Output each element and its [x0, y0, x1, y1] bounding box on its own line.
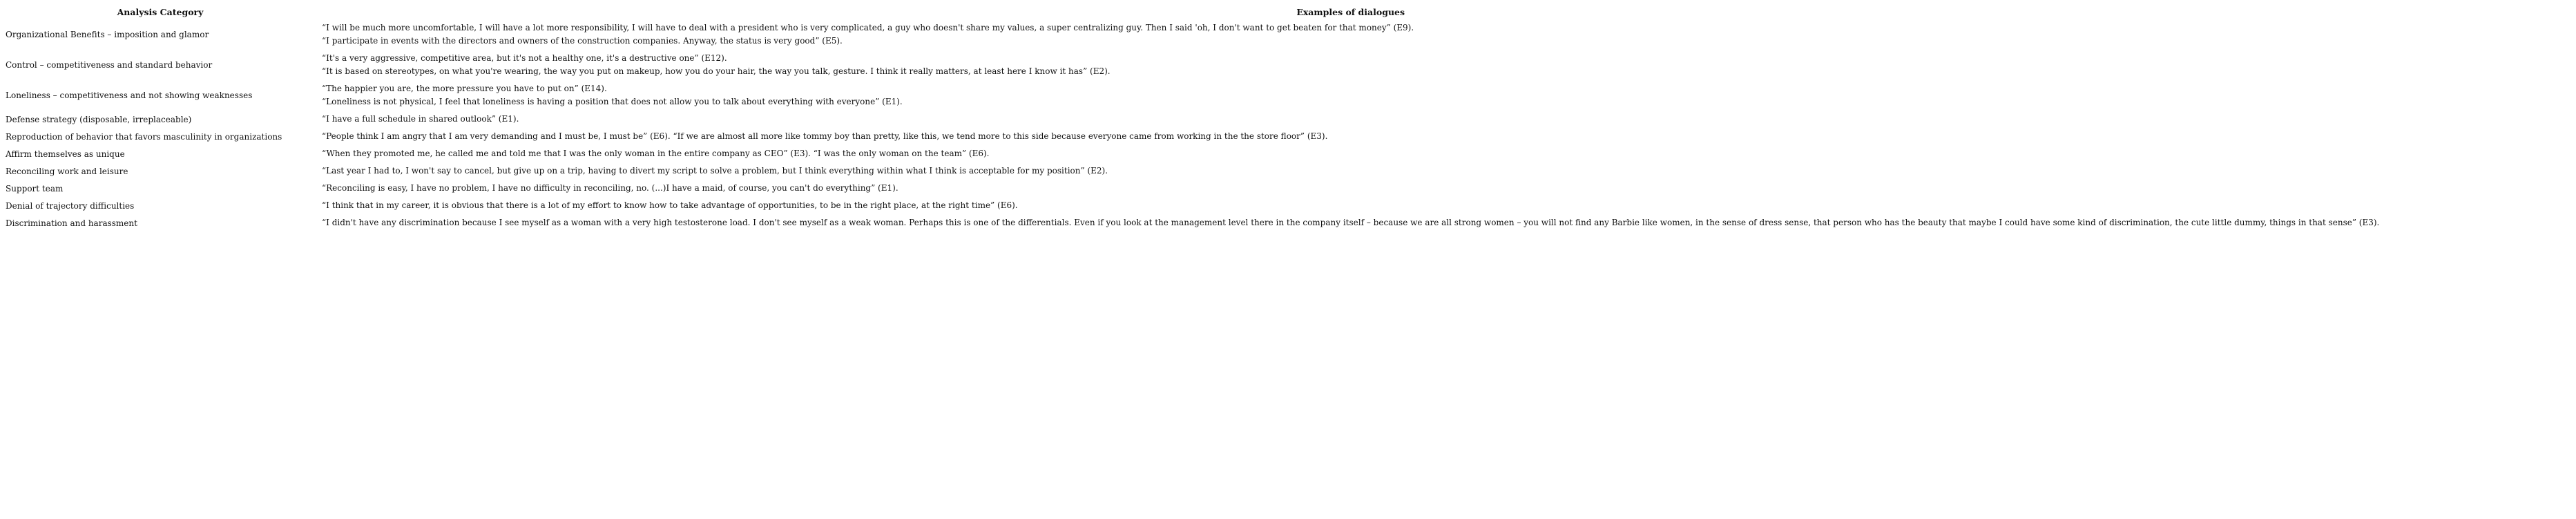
analysis-category-cell: Defense strategy (disposable, irreplaceable) — [6, 114, 192, 124]
dialogue-examples-cell — [319, 214, 2383, 232]
table-row — [3, 214, 2383, 232]
analysis-category-cell: Reconciling work and leisure — [6, 166, 128, 176]
analysis-category-cell: Discrimination and harassment — [6, 218, 137, 228]
dialogue-examples-cell — [319, 111, 2383, 128]
dialogue-quote: “Last year I had to, I won't say to cancel, but give up on a trip, having to divert my script to solve a problem, but I think everything within what I think is acceptable for my position” (E2). — [322, 166, 1108, 176]
dialogue-quote: “Loneliness is not physical, I feel that loneliness is having a position that does not allow you to talk about everything with everyone” (E1). — [322, 97, 903, 106]
table-row — [3, 50, 2383, 80]
table-row — [3, 180, 2383, 197]
table-row — [3, 197, 2383, 214]
dialogue-quote: “People think I am angry that I am very demanding and I must be, I must be” (E6). “If we are almost all more like tommy boy than pretty, like this, we tend more to this side because everyone came from working in the the store floor” (E3). — [322, 131, 1328, 141]
analysis-table — [3, 6, 2383, 232]
table-row — [3, 128, 2383, 145]
dialogue-quote: “I will be much more uncomfortable, I will have a lot more responsibility, I will have to deal with a president who is very complicated, a guy who doesn't share my values, a super centralizing guy. Then I said 'oh, I don't want to get beaten for that money” (E9). — [322, 23, 1414, 32]
dialogue-quote: “I have a full schedule in shared outlook” (E1). — [322, 114, 519, 124]
table-row — [3, 145, 2383, 162]
table-row — [3, 19, 2383, 50]
table-row — [3, 111, 2383, 128]
header-row — [3, 6, 2383, 19]
dialogue-quote: “It is based on stereotypes, on what you're wearing, the way you put on makeup, how you do your hair, the way you talk, gesture. I think it really matters, at least here I know it has” (E2). — [322, 66, 1111, 76]
dialogue-quote: “The happier you are, the more pressure you have to put on” (E14). — [322, 84, 607, 93]
dialogue-examples-cell — [319, 80, 2383, 111]
dialogue-quote: “I didn't have any discrimination because I see myself as a woman with a very high testosterone load. I don't see myself as a weak woman. Perhaps this is one of the differentials. Even if you look at the management level there in the company itself – because we are all strong women – you will not find any Barbie like women, in the sense of dress sense, that person who has the beauty that maybe I could have some kind of discrimination, the cute little dummy, things in that sense” (E3). — [322, 218, 2380, 227]
analysis-category-cell: Organizational Benefits – imposition and glamor — [6, 30, 209, 39]
table-row — [3, 80, 2383, 111]
header-analysis-category: Analysis Category — [117, 7, 204, 17]
table-header — [3, 6, 2383, 19]
dialogue-examples-cell — [319, 162, 2383, 180]
dialogue-examples-cell — [319, 128, 2383, 145]
dialogue-quote: “When they promoted me, he called me and told me that I was the only woman in the entire company as CEO” (E3). “I was the only woman on the team” (E6). — [322, 149, 990, 158]
header-examples-of-dialogues: Examples of dialogues — [1296, 7, 1405, 17]
analysis-category-cell: Reproduction of behavior that favors masculinity in organizations — [6, 131, 282, 142]
analysis-category-cell: Denial of trajectory difficulties — [6, 200, 135, 211]
dialogue-examples-cell — [319, 180, 2383, 197]
analysis-category-cell: Support team — [6, 183, 64, 194]
dialogue-quote: “I participate in events with the directors and owners of the construction companies. Anyway, the status is very good” (E5). — [322, 36, 843, 46]
analysis-category-cell: Affirm themselves as unique — [6, 149, 125, 159]
analysis-category-cell: Control – competitiveness and standard behavior — [6, 60, 213, 70]
dialogue-examples-cell — [319, 50, 2383, 80]
dialogue-quote: “Reconciling is easy, I have no problem, I have no difficulty in reconciling, no. (...)I have a maid, of course, you can't do everything” (E1). — [322, 183, 898, 193]
analysis-category-cell: Loneliness – competitiveness and not showing weaknesses — [6, 91, 253, 100]
dialogue-examples-cell — [319, 197, 2383, 214]
dialogue-examples-cell — [319, 145, 2383, 162]
table-body — [3, 19, 2383, 232]
dialogue-quote: “It's a very aggressive, competitive area, but it's not a healthy one, it's a destructive one” (E12). — [322, 53, 727, 63]
dialogue-examples-cell — [319, 19, 2383, 50]
dialogue-quote: “I think that in my career, it is obvious that there is a lot of my effort to know how to take advantage of opportunities, to be in the right place, at the right time” (E6). — [322, 200, 1018, 210]
table-row — [3, 162, 2383, 180]
